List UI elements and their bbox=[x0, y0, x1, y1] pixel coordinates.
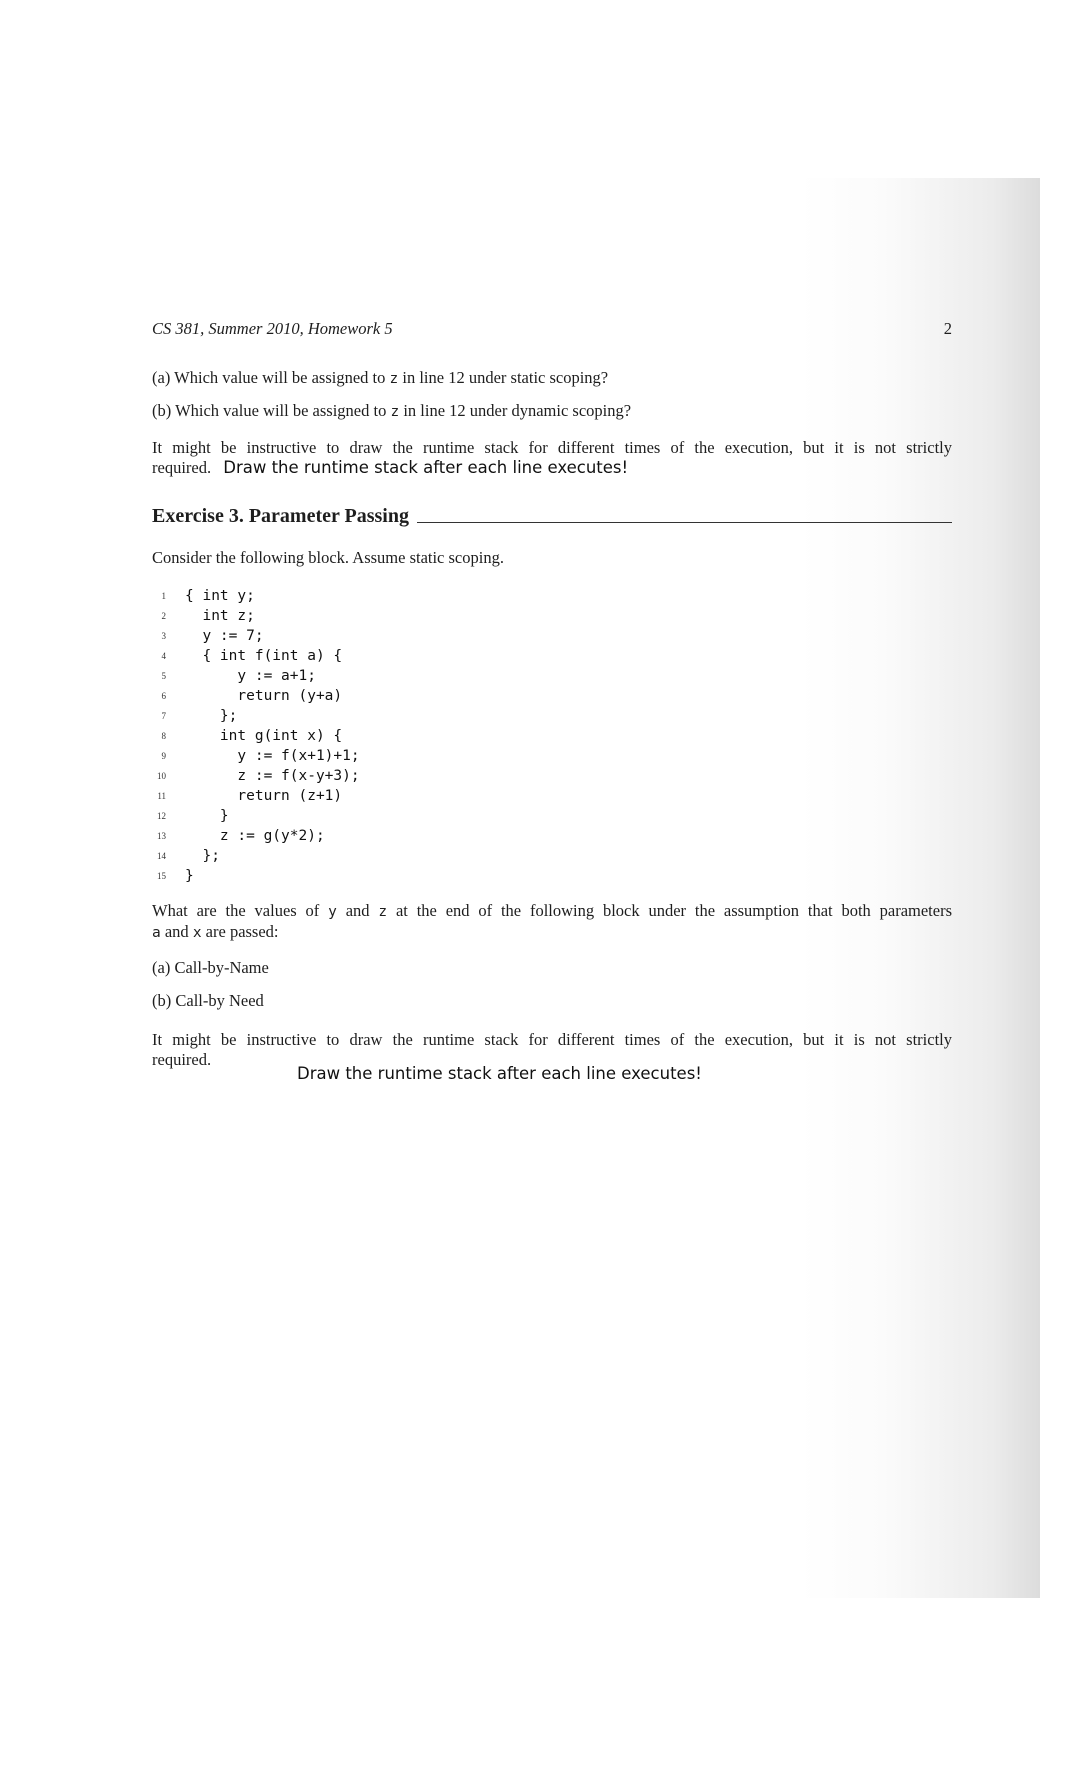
exercise-title: Exercise 3. Parameter Passing bbox=[152, 505, 409, 527]
line-number: 11 bbox=[157, 791, 166, 801]
code-line bbox=[152, 606, 552, 626]
exercise-intro: Consider the following block. Assume static scoping. bbox=[152, 548, 504, 567]
code-line bbox=[152, 766, 552, 786]
paragraph-line bbox=[152, 458, 952, 478]
code-line bbox=[152, 706, 552, 726]
code-line bbox=[152, 686, 552, 706]
line-number: 14 bbox=[157, 851, 166, 861]
code-var: z bbox=[390, 404, 400, 420]
values-question bbox=[152, 901, 952, 943]
option-call-by-need bbox=[152, 991, 264, 1011]
code-line bbox=[152, 826, 552, 846]
paragraph-line: It might be instructive to draw the runtime stack for different times of the execution, but it is not strictly bbox=[152, 1030, 952, 1049]
code-text: }; bbox=[185, 848, 220, 864]
code-text: }; bbox=[185, 708, 238, 724]
code-line bbox=[152, 646, 552, 666]
code-text: { int f(int a) { bbox=[185, 648, 343, 664]
question-b-dynamic bbox=[152, 401, 631, 421]
code-text: { int y; bbox=[185, 588, 255, 604]
line-number: 2 bbox=[161, 611, 166, 621]
code-text: return (z+1) bbox=[185, 788, 343, 804]
code-line bbox=[152, 726, 552, 746]
code-var: x bbox=[192, 925, 202, 941]
line-number: 1 bbox=[161, 591, 166, 601]
code-line bbox=[152, 866, 552, 886]
code-var: z bbox=[378, 904, 388, 920]
paragraph-text: are passed: bbox=[205, 922, 279, 941]
code-text: int z; bbox=[185, 608, 255, 624]
code-line bbox=[152, 786, 552, 806]
exercise-heading bbox=[152, 505, 952, 528]
paragraph-line: required. bbox=[152, 1050, 212, 1069]
paragraph-text: What are the values of bbox=[152, 901, 320, 920]
line-number: 4 bbox=[161, 651, 166, 661]
code-text: y := a+1; bbox=[185, 668, 316, 684]
line-number: 6 bbox=[161, 691, 166, 701]
code-line bbox=[152, 666, 552, 686]
code-text: } bbox=[185, 868, 194, 884]
line-number: 5 bbox=[161, 671, 166, 681]
line-number: 15 bbox=[157, 871, 166, 881]
paragraph-line bbox=[152, 922, 952, 943]
code-line bbox=[152, 746, 552, 766]
line-number: 7 bbox=[161, 711, 166, 721]
code-text: y := f(x+1)+1; bbox=[185, 748, 360, 764]
code-text: y := 7; bbox=[185, 628, 264, 644]
page-header bbox=[152, 319, 952, 339]
code-var: z bbox=[389, 371, 399, 387]
header-title: CS 381, Summer 2010, Homework 5 bbox=[152, 319, 393, 338]
code-text: int g(int x) { bbox=[185, 728, 343, 744]
paragraph-line bbox=[152, 901, 952, 922]
item-text: Call-by Need bbox=[175, 991, 264, 1010]
code-line bbox=[152, 806, 552, 826]
paragraph-line: It might be instructive to draw the runtime stack for different times of the execution, but it is not strictly bbox=[152, 438, 952, 457]
question-a-static bbox=[152, 368, 608, 388]
line-number: 8 bbox=[161, 731, 166, 741]
paragraph-text: required. bbox=[152, 458, 212, 477]
heading-rule bbox=[417, 522, 952, 523]
paragraph-text: at the end of the following block under the assumption that both parameters bbox=[395, 901, 953, 920]
item-label: (b) bbox=[152, 991, 172, 1010]
handwritten-annotation: Draw the runtime stack after each line executes! bbox=[297, 1064, 702, 1083]
code-line bbox=[152, 846, 552, 866]
item-text: in line 12 under dynamic scoping? bbox=[403, 401, 632, 420]
line-number: 3 bbox=[161, 631, 166, 641]
line-number: 9 bbox=[161, 751, 166, 761]
item-label: (a) bbox=[152, 368, 171, 387]
instructive-paragraph-1 bbox=[152, 438, 952, 478]
item-text: Which value will be assigned to bbox=[174, 368, 386, 387]
code-text: z := g(y*2); bbox=[185, 828, 325, 844]
handwritten-annotation: Draw the runtime stack after each line executes! bbox=[223, 458, 629, 477]
option-call-by-name bbox=[152, 958, 269, 978]
code-listing bbox=[152, 586, 552, 886]
code-text: z := f(x-y+3); bbox=[185, 768, 360, 784]
code-var: y bbox=[328, 904, 337, 920]
code-text: return (y+a) bbox=[185, 688, 343, 704]
item-text: Which value will be assigned to bbox=[175, 401, 387, 420]
item-text: in line 12 under static scoping? bbox=[402, 368, 609, 387]
paragraph-text: and bbox=[164, 922, 189, 941]
line-number: 12 bbox=[157, 811, 166, 821]
code-line bbox=[152, 586, 552, 606]
code-line bbox=[152, 626, 552, 646]
item-text: Call-by-Name bbox=[174, 958, 269, 977]
code-var: a bbox=[152, 925, 161, 941]
line-number: 13 bbox=[157, 831, 166, 841]
item-label: (a) bbox=[152, 958, 171, 977]
paragraph-text: and bbox=[345, 901, 370, 920]
page-number: 2 bbox=[943, 319, 952, 338]
item-label: (b) bbox=[152, 401, 172, 420]
code-text: } bbox=[185, 808, 229, 824]
line-number: 10 bbox=[157, 771, 166, 781]
scan-shadow bbox=[800, 178, 1040, 1598]
